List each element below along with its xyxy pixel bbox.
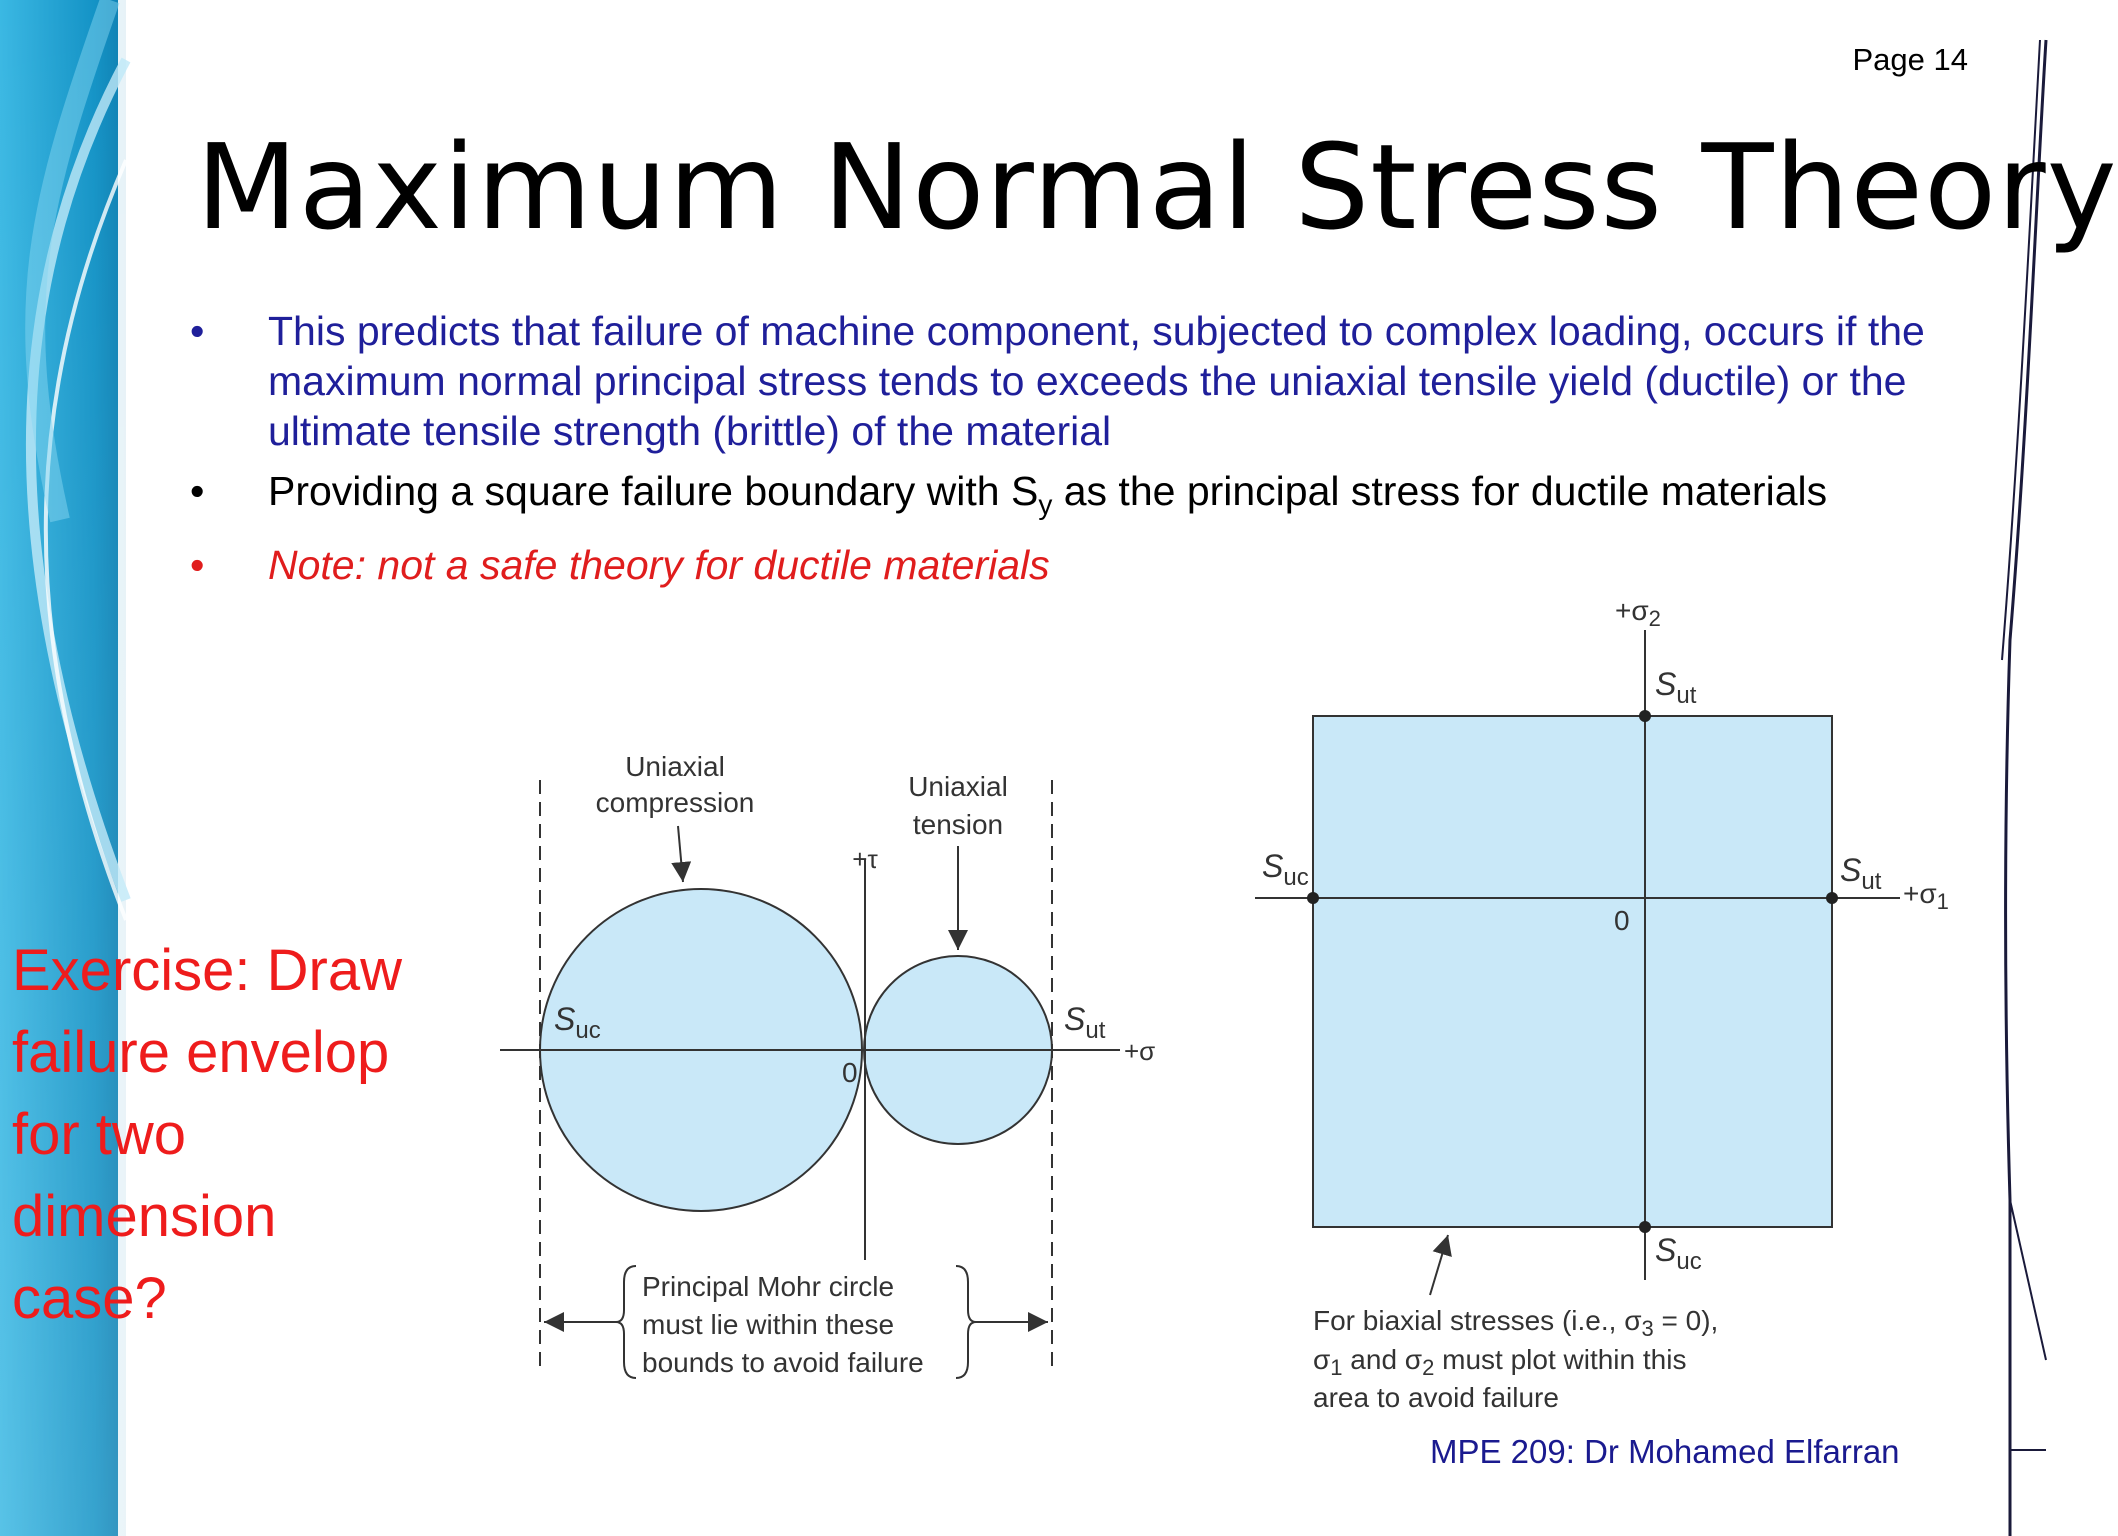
bullet-marker: •: [190, 308, 205, 354]
bullet-marker: •: [190, 542, 205, 589]
origin-label: 0: [1614, 905, 1630, 936]
sut-top-point: [1639, 710, 1651, 722]
square-note-line: area to avoid failure: [1313, 1382, 1559, 1413]
exercise-line: for two: [12, 1102, 187, 1167]
exercise-line: Exercise: Draw: [12, 938, 402, 1003]
mohr-note-line: must lie within these: [642, 1309, 895, 1340]
exercise-line: dimension: [12, 1184, 277, 1249]
origin-label: 0: [842, 1057, 858, 1088]
compression-arrow: [678, 826, 683, 882]
bullet-item: [190, 540, 1930, 590]
bullet-item: [190, 466, 1930, 530]
sut-top-label: $S_{ut}$: [1655, 666, 1697, 709]
bullet-text: Note: not a safe theory for ductile materials: [268, 542, 1050, 589]
tension-label: Uniaxial: [908, 771, 1008, 802]
right-brace: [956, 1266, 976, 1378]
sut-label: $S_{ut}$: [1064, 1001, 1106, 1044]
slide-title: Maximum Normal Stress Theory: [196, 118, 2118, 256]
bullet-marker: •: [190, 468, 205, 514]
failure-envelope-diagram: [1240, 585, 1949, 1425]
sut-right-label: $S_{ut}$: [1840, 852, 1882, 895]
bullet-subscript: y: [1038, 489, 1053, 521]
suc-bottom-point: [1639, 1221, 1651, 1233]
compression-label: compression: [595, 787, 755, 818]
page-number: Page 14: [1852, 42, 1968, 77]
sigma1-axis-label: $+\sigma_1$: [1903, 878, 1949, 914]
mohr-note-line: bounds to avoid failure: [642, 1347, 924, 1378]
bullet-list: [190, 306, 1930, 600]
compression-label: Uniaxial: [625, 751, 725, 782]
failure-square: [1313, 716, 1832, 1227]
sigma-axis-label: +σ: [1124, 1036, 1156, 1066]
square-note-line: $\sigma_1$ and $\sigma_2$ must plot within this: [1313, 1344, 1687, 1380]
suc-label: $S_{uc}$: [554, 1001, 601, 1044]
suc-bottom-label: $S_{uc}$: [1655, 1232, 1702, 1275]
suc-left-point: [1307, 892, 1319, 904]
bullet-text: Providing a square failure boundary with S: [268, 468, 1039, 514]
left-brace: [616, 1266, 636, 1378]
exercise-line: failure envelop: [12, 1020, 390, 1085]
mohr-circle-diagram: [480, 730, 1190, 1410]
sigma2-axis-label: $+\sigma_2$: [1615, 595, 1661, 631]
note-arrow: [1430, 1235, 1448, 1295]
bullet-item: [190, 306, 1930, 456]
sut-right-point: [1826, 892, 1838, 904]
exercise-prompt: [12, 930, 432, 1340]
tension-label: tension: [912, 809, 1004, 840]
square-note-line: For biaxial stresses (i.e., $\sigma_3 = 0$),: [1313, 1305, 1719, 1341]
suc-left-label: $S_{uc}$: [1262, 848, 1309, 891]
bullet-text: This predicts that failure of machine component, subjected to complex loading, occurs if the maximum normal principal stress tends to exceeds the uniaxial tensile yield (ductile) or the ultimate tensile strength (brittle) of the material: [268, 308, 1925, 454]
mohr-note-line: Principal Mohr circle: [642, 1271, 895, 1302]
exercise-line: case?: [12, 1266, 167, 1331]
tau-axis-label: +τ: [852, 844, 878, 874]
footer-credit: MPE 209: Dr Mohamed Elfarran: [1430, 1433, 1900, 1470]
bullet-text-continued: as the principal stress for ductile materials: [1052, 468, 1828, 514]
